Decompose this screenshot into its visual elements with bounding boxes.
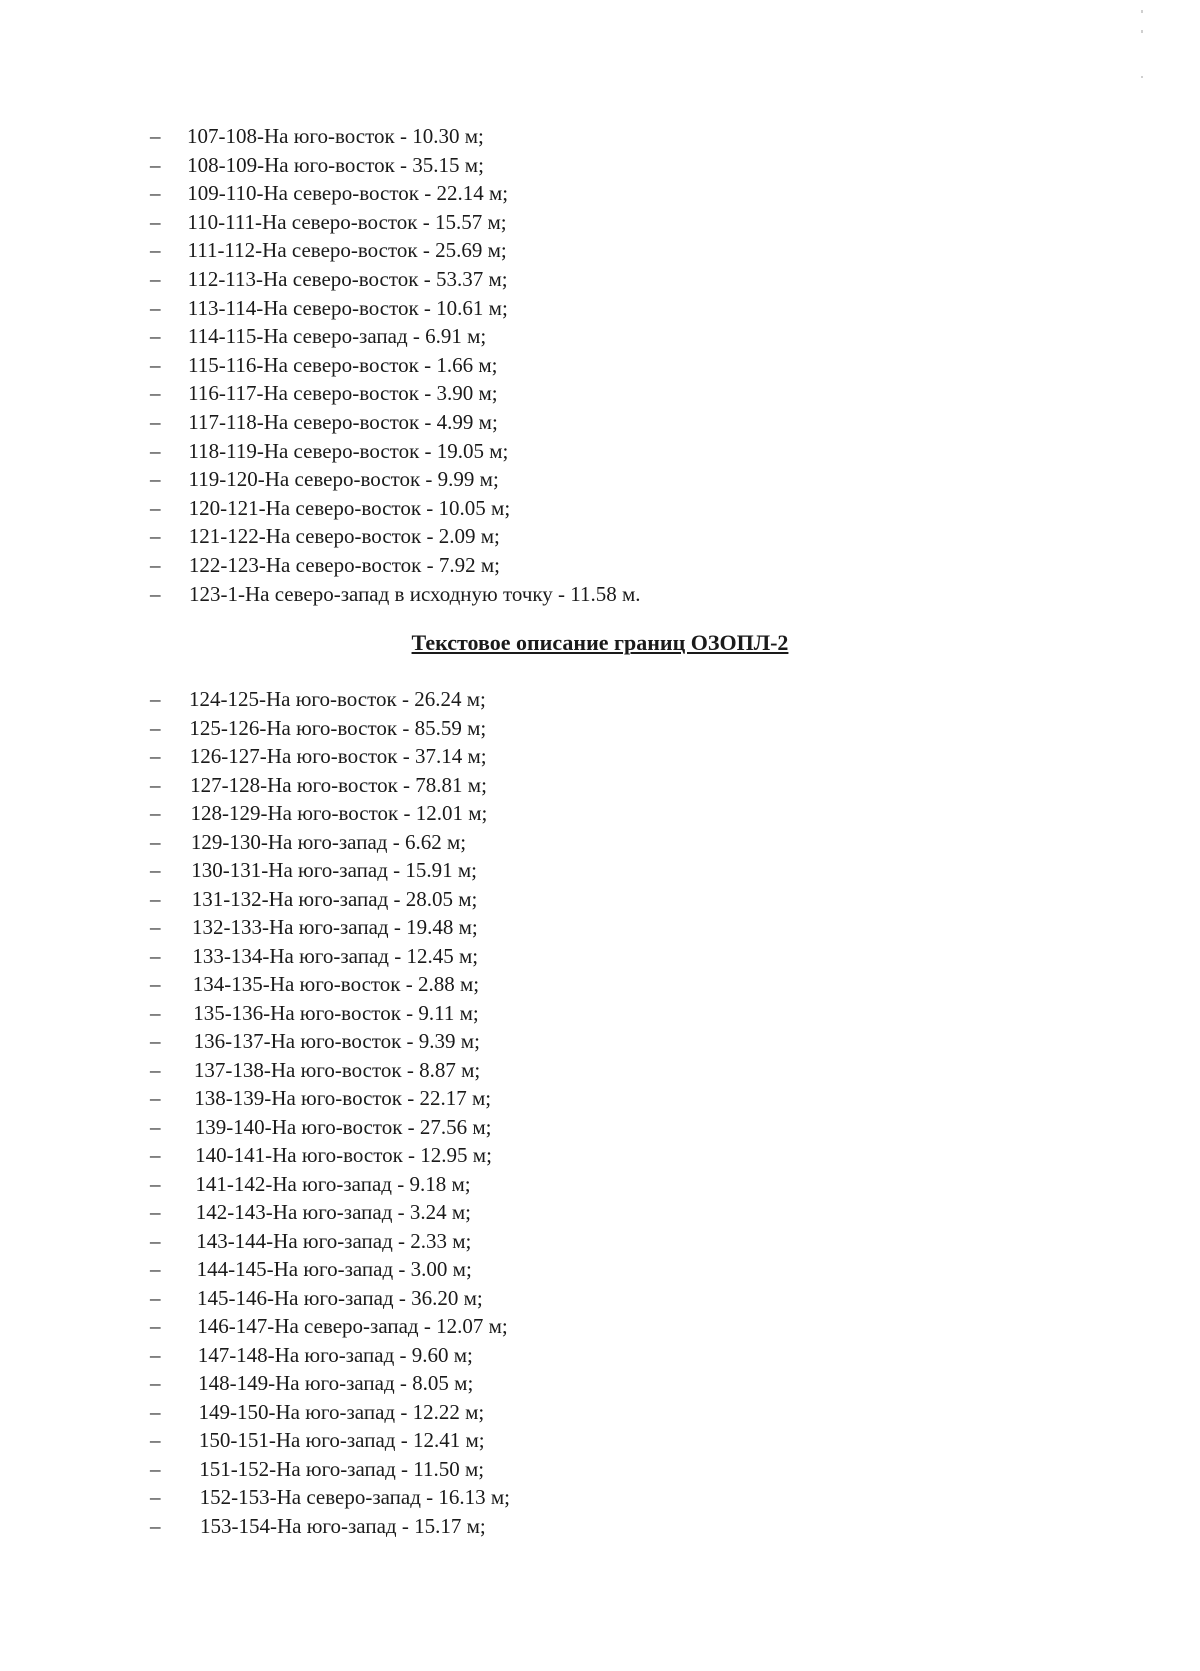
bullet-dash: – (150, 1428, 161, 1452)
bullet-dash: – (150, 1029, 161, 1053)
bullet-dash: – (150, 209, 161, 234)
boundary-segment-text: 109-110-На северо-восток - 22.14 м; (187, 181, 509, 206)
boundary-segment-text: 143-144-На юго-запад - 2.33 м; (196, 1228, 472, 1253)
boundary-segment-text: 131-132-На юго-запад - 28.05 м; (191, 886, 478, 911)
bullet-dash: – (150, 495, 161, 520)
boundary-segment-text: 140-141-На юго-восток - 12.95 м; (195, 1143, 492, 1167)
bullet-dash: – (150, 381, 161, 406)
bullet-dash: – (150, 438, 161, 463)
bullet-dash: – (150, 1000, 161, 1025)
bullet-dash: – (150, 1371, 161, 1395)
boundary-segment-text: 118-119-На северо-восток - 19.05 м; (188, 438, 509, 463)
boundary-segment-text: 147-148-На юго-запад - 9.60 м; (197, 1342, 473, 1367)
boundary-segment-text: 141-142-На юго-запад - 9.18 м; (195, 1171, 471, 1196)
boundary-segment-text: 123-1-На северо-запад в исходную точку - 11.58 м. (189, 581, 641, 606)
bullet-dash: – (150, 581, 161, 606)
bullet-dash: – (150, 744, 161, 768)
section-heading: Текстовое описание границ ОЗОПЛ-2 (411, 630, 789, 655)
bullet-dash: – (150, 352, 161, 377)
bullet-dash: – (150, 1200, 161, 1224)
boundary-segment-text: 138-139-На юго-восток - 22.17 м; (194, 1086, 492, 1110)
bullet-dash: – (150, 687, 161, 711)
bullet-dash: – (150, 1314, 161, 1338)
boundary-segment-text: 132-133-На юго-запад - 19.48 м; (192, 915, 478, 939)
bullet-dash: – (150, 553, 161, 577)
boundary-segment-text: 142-143-На юго-запад - 3.24 м; (195, 1200, 471, 1224)
boundary-segment-text: 136-137-На юго-восток - 9.39 м; (193, 1029, 480, 1053)
bullet-dash: – (150, 1228, 161, 1253)
boundary-segment-text: 122-123-На северо-восток - 7.92 м; (188, 553, 500, 577)
boundary-segment-text: 137-138-На юго-восток - 8.87 м; (193, 1057, 481, 1082)
boundary-segment-text: 149-150-На юго-запад - 12.22 м; (198, 1399, 485, 1424)
boundary-segment-text: 111-112-На северо-восток - 25.69 м; (187, 238, 507, 263)
bullet-dash: – (150, 1114, 161, 1139)
bullet-dash: – (150, 943, 161, 968)
boundary-segment-text: 135-136-На юго-восток - 9.11 м; (193, 1000, 479, 1025)
boundary-segment-text: 113-114-На северо-восток - 10.61 м; (187, 295, 508, 320)
boundary-segment-text: 151-152-На юго-запад - 11.50 м; (199, 1456, 485, 1481)
bullet-dash: – (150, 467, 161, 492)
bullet-dash: – (150, 886, 161, 911)
bullet-dash: – (150, 858, 161, 882)
boundary-segment-text: 126-127-На юго-восток - 37.14 м; (189, 744, 487, 768)
boundary-segment-text: 129-130-На юго-запад - 6.62 м; (190, 829, 467, 854)
bullet-dash: – (150, 124, 161, 148)
boundary-segment-text: 139-140-На юго-восток - 27.56 м; (194, 1114, 492, 1139)
bullet-dash: – (150, 972, 161, 996)
bullet-dash: – (150, 1456, 161, 1481)
boundary-segment-text: 144-145-На юго-запад - 3.00 м; (196, 1257, 472, 1281)
boundary-segment-text: 128-129-На юго-восток - 12.01 м; (190, 801, 488, 825)
bullet-dash: – (150, 1399, 161, 1424)
boundary-segment-text: 120-121-На северо-восток - 10.05 м; (188, 495, 511, 520)
boundary-segment-text: 108-109-На юго-восток - 35.15 м; (187, 152, 484, 177)
bullet-dash: – (150, 1143, 161, 1167)
bullet-dash: – (150, 772, 161, 797)
boundary-segment-text: 110-111-На северо-восток - 15.57 м; (187, 209, 507, 234)
bullet-dash: – (150, 1485, 161, 1509)
bullet-dash: – (150, 152, 161, 177)
bullet-dash: – (150, 1057, 161, 1082)
bullet-dash: – (150, 181, 161, 206)
boundary-segment-text: 112-113-На северо-восток - 53.37 м; (187, 267, 508, 291)
bullet-dash: – (150, 524, 161, 549)
bullet-dash: – (150, 295, 161, 320)
scan-artifact (1141, 76, 1143, 78)
boundary-segment-text: 130-131-На юго-запад - 15.91 м; (191, 858, 477, 882)
bullet-dash: – (150, 267, 161, 291)
boundary-segment-text: 133-134-На юго-запад - 12.45 м; (192, 943, 479, 968)
boundary-segment-text: 121-122-На северо-восток - 2.09 м; (188, 524, 500, 549)
bullet-dash: – (150, 238, 161, 263)
bullet-dash: – (150, 410, 161, 434)
boundary-segment-text: 134-135-На юго-восток - 2.88 м; (192, 972, 480, 996)
boundary-segment-text: 146-147-На северо-запад - 12.07 м; (197, 1314, 508, 1338)
scan-artifact (1141, 10, 1143, 13)
boundary-segment-text: 119-120-На северо-восток - 9.99 м; (188, 467, 499, 492)
boundary-segment-text: 148-149-На юго-запад - 8.05 м; (198, 1371, 474, 1395)
bullet-dash: – (150, 1513, 161, 1538)
bullet-dash: – (150, 1257, 161, 1281)
boundary-segment-text: 107-108-На юго-восток - 10.30 м; (187, 124, 484, 148)
boundary-segment-text: 116-117-На северо-восток - 3.90 м; (188, 381, 498, 406)
boundary-segment-text: 115-116-На северо-восток - 1.66 м; (188, 352, 498, 377)
boundary-segment-text: 125-126-На юго-восток - 85.59 м; (189, 715, 487, 740)
boundary-segment-text: 117-118-На северо-восток - 4.99 м; (188, 410, 498, 434)
bullet-dash: – (150, 915, 161, 939)
bullet-dash: – (150, 829, 161, 854)
bullet-dash: – (150, 1342, 161, 1367)
boundary-segment-text: 150-151-На юго-запад - 12.41 м; (198, 1428, 485, 1452)
boundary-segment-text: 114-115-На северо-запад - 6.91 м; (187, 324, 487, 349)
boundary-segment-text: 127-128-На юго-восток - 78.81 м; (190, 772, 487, 797)
bullet-dash: – (150, 715, 161, 740)
boundary-segment-text: 153-154-На юго-запад - 15.17 м; (200, 1513, 486, 1538)
bullet-dash: – (150, 801, 161, 825)
boundary-segment-text: 124-125-На юго-восток - 26.24 м; (189, 687, 486, 711)
boundary-segment-text: 145-146-На юго-запад - 36.20 м; (197, 1285, 483, 1310)
bullet-dash: – (150, 1171, 161, 1196)
bullet-dash: – (150, 324, 161, 349)
boundary-segment-text: 152-153-На северо-запад - 16.13 м; (199, 1485, 511, 1509)
bullet-dash: – (150, 1086, 161, 1110)
bullet-dash: – (150, 1285, 161, 1310)
scan-artifact (1141, 30, 1143, 33)
